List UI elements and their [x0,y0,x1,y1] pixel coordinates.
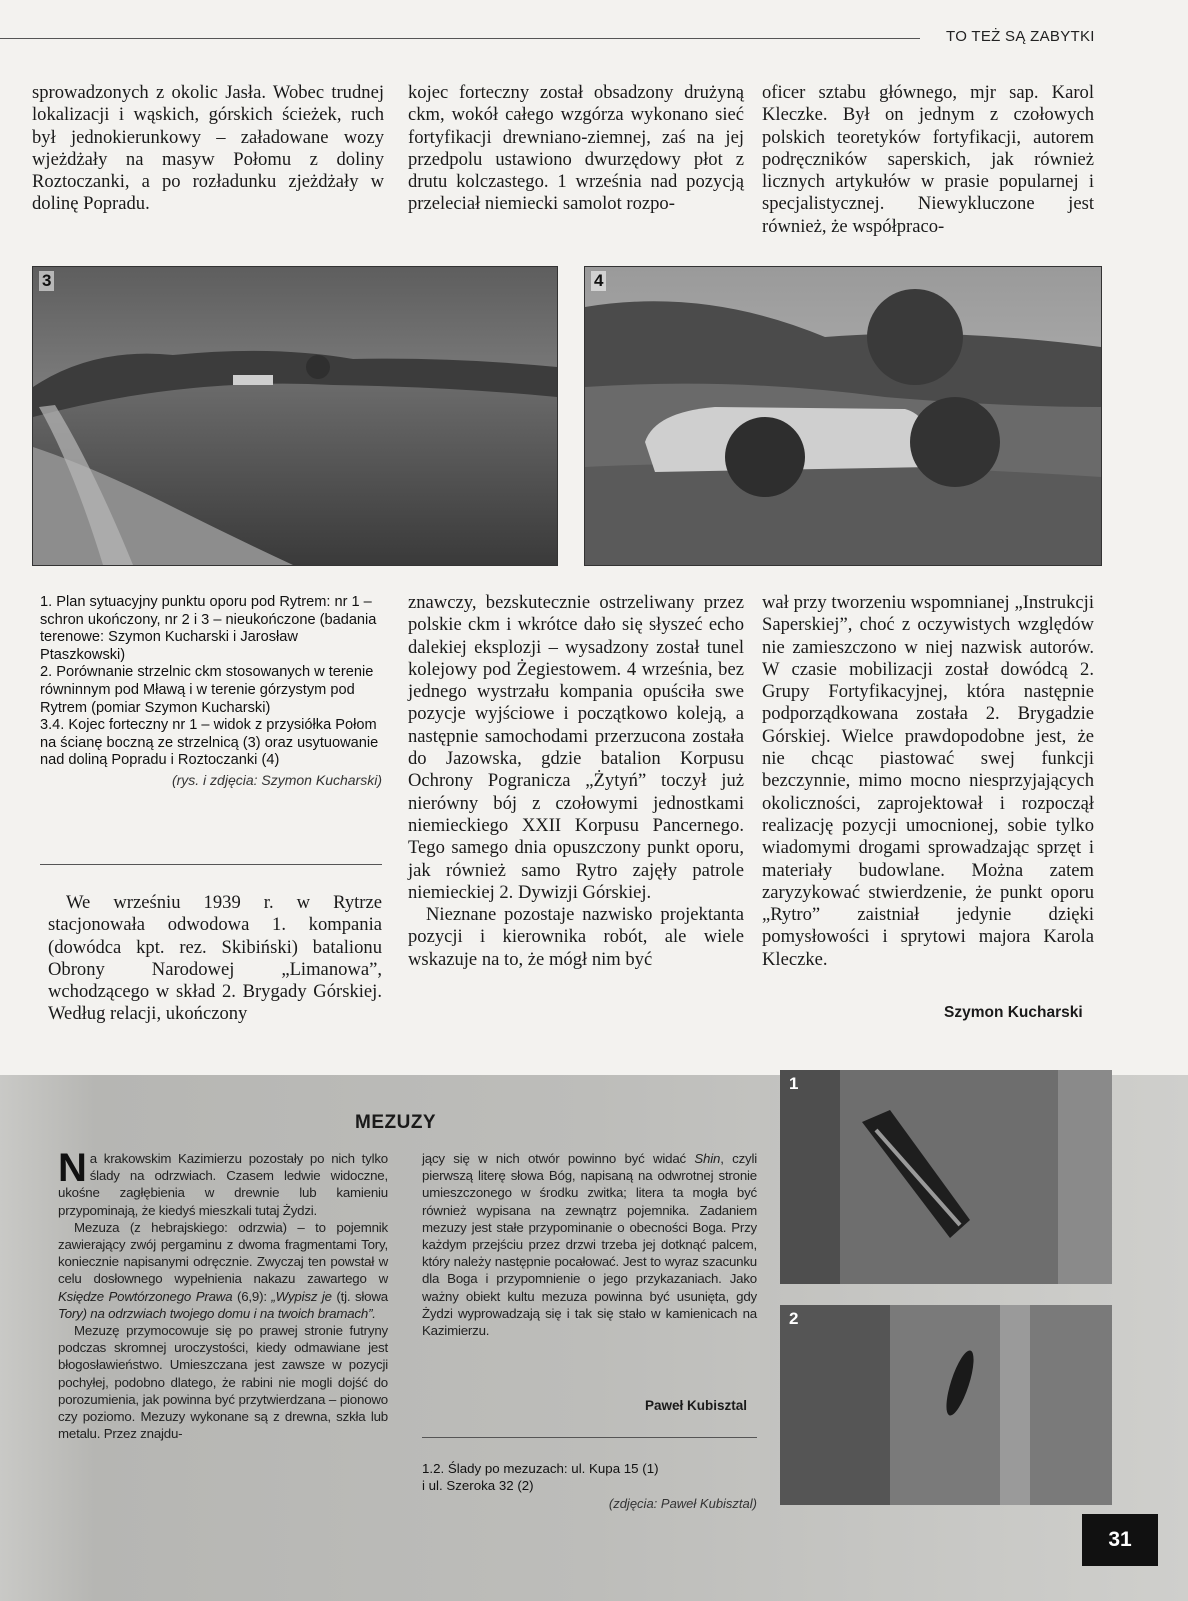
paragraph: We wrześniu 1939 r. w Rytrze stacjonowała odwodowa 1. kompania (dowódca kpt. rez. Skibiński) batalionu Obrony Narodowej „Limanowa”, wchodzącego w skład 2. Brygady Górskiej. Według relacji, ukończony [48,892,382,1025]
lower-column-1 [48,892,382,1026]
text: (tj. słowa [331,1288,388,1304]
paragraph: oficer sztabu głównego, mjr sap. Karol Kleczke. Był on jednym z czołowych polskich teoretyków fortyfikacji, autorem podręczników saperskich, jak również licznych artykułów w prasie popularnej i specjalistycznej. Niewykluczone jest również, że współpraco- [762,82,1094,237]
paragraph [58,1219,388,1322]
text-italic: „Wypisz je [271,1288,332,1304]
caption-line: 1. Plan sytuacyjny punktu oporu pod Rytrem: nr 1 – schron ukończony, nr 2 i 3 – nieukończone (badania terenowe: Szymon Kucharski i Jarosław Ptaszkowski) [40,594,377,663]
paragraph: kojec forteczny został obsadzony drużyną ckm, wokół całego wzgórza wykonano sieć fortyfikacji drewniano-ziemnej, zaś na jej przedpolu ustawiono dwurzędowy płot z drutu kolczastego. 1 września nad pozycją przeleciał niemiecki samolot rozpo- [408,82,744,215]
text-italic: Tory) na odrzwiach twojego domu i na twoich bramach”. [58,1305,376,1321]
text-italic: Księdze Powtórzonego Prawa [58,1288,233,1304]
mezuzy-caption [422,1461,757,1513]
text: Mezuza (z hebrajskiego: odrzwia) – to pojemnik zawierający zwój pergaminu z dwoma fragmentami Tory, koniecznie napisanymi odręcznie. Zwyczaj ten powstał w celu dosłownego wypełnienia nakazu zawartego w [58,1219,388,1287]
text: (6,9): [232,1288,272,1304]
photo-3-label: 3 [39,271,54,291]
photo-mezuzah-1-label: 1 [789,1074,799,1093]
paragraph: Nieznane pozostaje nazwisko projektanta pozycji i kierownika robót, ale wiele wskazuje na to, że mógł nim być [408,904,744,970]
photo-mezuzah-2-image [780,1305,1112,1505]
caption-rule [40,864,382,865]
paragraph: sprowadzonych z okolic Jasła. Wobec trudnej lokalizacji i wąskich, górskich ścieżek, ruch był jednokierunkowy – załadowane wozy wjeżdżały na masyw Połomu z doliny Roztoczanki, a po rozładunku zjeżdżały w dolinę Popradu. [32,82,384,215]
drop-cap: N [58,1146,87,1190]
paragraph: wał przy tworzeniu wspomnianej „Instrukcji Saperskiej”, choć z oczywistych względów nie zamieszczono w niej nazwisk autorów. W czasie mobilizacji został dowódcą 2. Grupy Fortyfikacyjnej, która następnie podporządkowana została 2. Brygadzie Górskiej. Wielce prawdopodobne jest, że nie chcąc piastować swej funkcji bezczynnie, mimo mocno niesprzyjających okoliczności, zaprojektował i rozpoczął realizację pozycji umocnionej, sobie tylko wiadomymi drogami sprowadzając sprzęt i materiały budowlane. Można zatem zaryzykować stwierdzenie, że punkt oporu „Rytro” zaistniał jedynie dzięki pomysłowości i sprytowi majora Karola Kleczke. [762,592,1094,970]
text-italic: Shin [694,1151,721,1166]
photo-mezuzah-2-label: 2 [789,1309,799,1328]
caption-line: i ul. Szeroka 32 (2) [422,1477,534,1493]
top-column-2 [408,82,744,216]
mezuzy-column-1 [58,1146,388,1442]
page-number: 31 [1082,1514,1158,1566]
text: , czyli pierwszą literę słowa Bóg, napisaną na odwrotnej stronie umieszczonego w środku zwitka; litera ta mogła być również wypisana na zewnątrz pojemnika. Zadaniem mezuzy jest stałe przypominanie o obecności Boga. Przy każdym przejściu przez drzwi trzeba jej dotknąć palcem, który należy następnie pocałować. Jest to wyraz szacunku dla Boga i przypomnienie o jego przykazaniach. Jako ważny obiekt kultu mezuza powinna być usunięta, gdy Żydzi wyprowadzają się i tak się stało w kamienicach na Kazimierzu. [422,1151,757,1339]
paragraph [58,1146,388,1219]
mezuzy-author: Paweł Kubisztal [645,1398,748,1413]
text: a krakowskim Kazimierzu pozostały po nich tylko ślady na odrzwiach. Czasem ledwie widoczne, ukośne zagłębienia w drewnie lub kamieniu przypominają, że kiedyś mieszkali tutaj Żydzi. [58,1151,388,1218]
top-column-1 [32,82,384,216]
article-author: Szymon Kucharski [944,1004,1083,1021]
caption-line: 1.2. Ślady po mezuzach: ul. Kupa 15 (1) [422,1461,659,1476]
photo-mezuzah-1 [780,1070,1112,1284]
photo-4-bunker-valley [584,266,1102,566]
lower-column-3 [762,592,1094,971]
caption-credit: (zdjęcia: Paweł Kubisztal) [608,1496,757,1511]
photo-4-label: 4 [591,271,606,291]
paragraph [422,1150,757,1339]
photo-4-image [585,267,1101,565]
photo-3-image [33,267,557,565]
caption-line: 2. Porównanie strzelnic ckm stosowanych w terenie równinnym pod Mławą i w terenie górzystym pod Rytrem (pomiar Szymon Kucharski) [40,664,374,716]
section-title: TO TEŻ SĄ ZABYTKI [946,28,1095,45]
mezuzy-column-2 [422,1150,757,1339]
text: jący się w nich otwór powinno być widać [422,1151,695,1166]
top-column-3 [762,82,1094,238]
header-rule [0,38,920,39]
caption-line: 3.4. Kojec forteczny nr 1 – widok z przysiółka Połom na ścianę boczną ze strzelnicą (3) oraz usytuowanie nad doliną Popradu i Roztoczanki (4) [40,717,379,769]
figure-caption [40,594,382,790]
mezuzy-title: MEZUZY [355,1112,437,1133]
paragraph: Mezuzę przymocowuje się po prawej stronie futryny podczas skromnej uroczystości, kiedy odmawiane jest błogosławieństwo. Umieszczana jest zawsze w pozycji pochyłej, podobno dlatego, że rabini nie mogli dojść do porozumienia, jak powinna być przytwierdzana – pionowo czy poziomo. Mezuzy wykonane są z drewna, szkła lub metalu. Przez znajdu- [58,1323,388,1442]
photo-mezuzah-2 [780,1305,1112,1505]
mezuzy-caption-rule [422,1437,757,1438]
photo-mezuzah-1-image [780,1070,1112,1284]
lower-column-2 [408,592,744,971]
photo-3-bunker-field [32,266,558,566]
caption-credit: (rys. i zdjęcia: Szymon Kucharski) [171,771,382,788]
paragraph: znawczy, bezskutecznie ostrzeliwany przez polskie ckm i wkrótce dało się słyszeć echo dalekiej eksplozji – wysadzony został tunel kolejowy pod Żegiestowem. 4 września, bez jednego wystrzału kompania opuściła swe pozycje wyjściowe i początkowo koleją, a następnie samochodami przerzucona została do Jazowska, gdzie batalion Korpusu Ochrony Pogranicza „Żytyń” toczył już nierówny bój z czołowymi jednostkami niemieckiego XXII Korpusu Pancernego. Tego samego dnia opuszczony punkt oporu, jak również samo Rytro zajęły patrole niemieckiej 2. Dywizji Górskiej. [408,592,744,903]
